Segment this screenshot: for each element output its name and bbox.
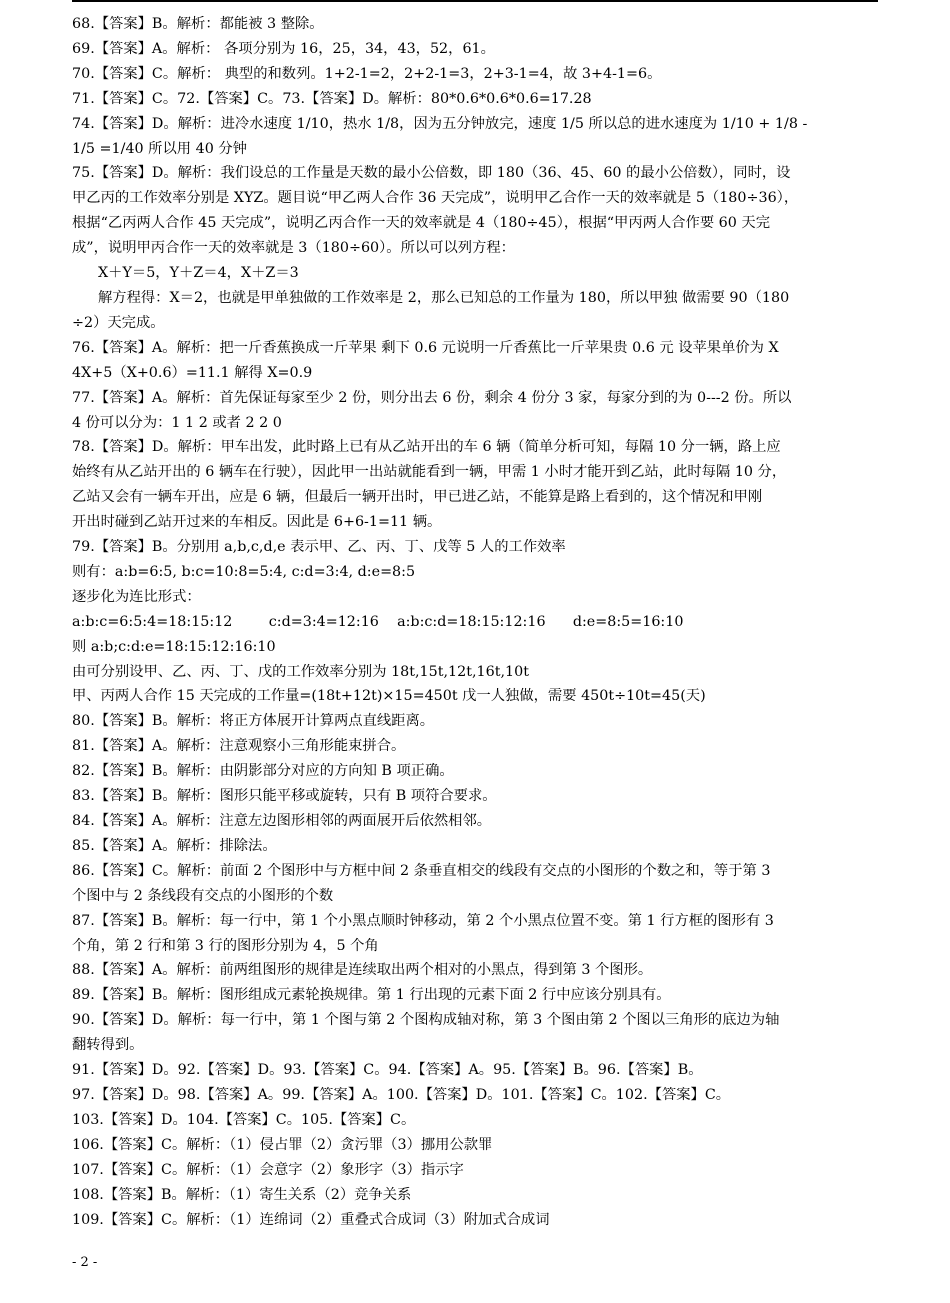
- text-line: 97.【答案】D。98.【答案】A。99.【答案】A。100.【答案】D。101.【答案】C。102.【答案】C。: [72, 1086, 731, 1103]
- text-line: 91.【答案】D。92.【答案】D。93.【答案】C。94.【答案】A。95.【答案】B。96.【答案】B。: [72, 1062, 703, 1079]
- text-line: 71.【答案】C。72.【答案】C。73.【答案】D。解析：80*0.6*0.6*0.6=17.28: [72, 90, 592, 107]
- text-line: 4 份可以分为：1 1 2 或者 2 2 0: [72, 414, 282, 431]
- text-line: 76.【答案】A。解析：把一斤香蕉换成一斤苹果 剩下 0.6 元说明一斤香蕉比一斤苹果贵 0.6 元 设苹果单价为 X: [72, 339, 779, 356]
- text-line: 108.【答案】B。解析：（1）寄生关系（2）竞争关系: [72, 1186, 412, 1203]
- text-line: 109.【答案】C。解析：（1）连绵词（2）重叠式合成词（3）附加式合成词: [72, 1211, 550, 1228]
- text-line: 1/5 =1/40 所以用 40 分钟: [72, 140, 247, 157]
- text-line: 个图中与 2 条线段有交点的小图形的个数: [72, 887, 334, 904]
- text-line: 90.【答案】D。解析：每一行中，第 1 个图与第 2 个图构成轴对称，第 3 个图由第 2 个图以三角形的底边为轴: [72, 1012, 780, 1029]
- text-line: 70.【答案】C。解析： 典型的和数列。1+2-1=2，2+2-1=3，2+3-1=4，故 3+4-1=6。: [72, 65, 662, 82]
- text-line: 成”，说明甲丙合作一天的效率就是 3（180÷60）。所以可以列方程：: [72, 240, 515, 257]
- text-line: 翻转得到。: [72, 1037, 144, 1054]
- text-line: 则有：a:b=6:5, b:c=10:8=5:4, c:d=3:4, d:e=8:5: [72, 563, 416, 580]
- text-line: 则 a:b;c:d:e=18:15:12:16:10: [72, 638, 276, 655]
- text-line: 89.【答案】B。解析：图形组成元素轮换规律。第 1 行出现的元素下面 2 行中应该分别具有。: [72, 987, 671, 1004]
- equation-line: X＋Y＝5，Y＋Z＝4，X＋Z＝3: [98, 265, 299, 282]
- top-rule: [72, 0, 878, 2]
- text-line: ÷2）天完成。: [72, 314, 165, 331]
- text-line: 由可分别设甲、乙、丙、丁、戊的工作效率分别为 18t,15t,12t,16t,10t: [72, 663, 529, 680]
- text-line: 85.【答案】A。解析：排除法。: [72, 837, 277, 854]
- text-line: 个角，第 2 行和第 3 行的图形分别为 4，5 个角: [72, 937, 379, 954]
- text-line: 75.【答案】D。解析：我们设总的工作量是天数的最小公倍数，即 180（36、45、60 的最小公倍数），同时，设: [72, 165, 791, 182]
- text-line: 82.【答案】B。解析：由阴影部分对应的方向知 B 项正确。: [72, 763, 454, 780]
- text-line: 开出时碰到乙站开过来的车相反。因此是 6+6-1=11 辆。: [72, 514, 442, 531]
- page-number: - 2 -: [72, 1255, 98, 1270]
- text-line: 4X+5（X+0.6）=11.1 解得 X=0.9: [72, 364, 313, 381]
- text-line: 87.【答案】B。解析：每一行中，第 1 个小黑点顺时钟移动，第 2 个小黑点位置不变。第 1 行方框的图形有 3: [72, 912, 774, 929]
- text-line: 80.【答案】B。解析：将正方体展开计算两点直线距离。: [72, 713, 435, 730]
- text-line: 84.【答案】A。解析：注意左边图形相邻的两面展开后依然相邻。: [72, 813, 492, 829]
- text-line: 逐步化为连比形式：: [72, 588, 201, 605]
- text-line: 始终有从乙站开出的 6 辆车在行驶），因此甲一出站就能看到一辆，甲需 1 小时才能开到乙站，此时每隔 10 分，: [72, 464, 787, 481]
- answer-list: [72, 12, 880, 1232]
- text-line: 78.【答案】D。解析：甲车出发，此时路上已有从乙站开出的车 6 辆（简单分析可知，每隔 10 分一辆，路上应: [72, 439, 781, 456]
- text-line: 甲乙丙的工作效率分别是 XYZ。题目说“甲乙两人合作 36 天完成”，说明甲乙合作一天的效率就是 5（180÷36），: [72, 190, 799, 207]
- text-line: 83.【答案】B。解析：图形只能平移或旋转，只有 B 项符合要求。: [72, 788, 497, 805]
- text-line: 69.【答案】A。解析： 各项分别为 16，25，34，43，52，61。: [72, 40, 495, 57]
- text-line: 甲、丙两人合作 15 天完成的工作量=(18t+12t)×15=450t 戊一人独做，需要 450t÷10t=45(天): [72, 688, 706, 705]
- text-line: 81.【答案】A。解析：注意观察小三角形能束拼合。: [72, 738, 406, 755]
- text-line: 107.【答案】C。解析：（1）会意字（2）象形字（3）指示字: [72, 1161, 464, 1178]
- text-line: 74.【答案】D。解析：进冷水速度 1/10，热水 1/8，因为五分钟放完，速度 1/5 所以总的进水速度为 1/10 + 1/8 -: [72, 115, 808, 132]
- text-line: 103.【答案】D。104.【答案】C。105.【答案】C。: [72, 1111, 416, 1128]
- text-line: 68.【答案】B。解析：都能被 3 整除。: [72, 16, 324, 32]
- text-line: 106.【答案】C。解析：（1）侵占罪（2）贪污罪（3）挪用公款罪: [72, 1136, 493, 1153]
- text-line: 77.【答案】A。解析：首先保证每家至少 2 份，则分出去 6 份，剩余 4 份分 3 家，每家分到的为 0---2 份。所以: [72, 389, 792, 406]
- text-line: 79.【答案】B。分别用 a,b,c,d,e 表示甲、乙、丙、丁、戊等 5 人的工作效率: [72, 539, 566, 556]
- text-line: 88.【答案】A。解析：前两组图形的规律是连续取出两个相对的小黑点，得到第 3 个图形。: [72, 962, 653, 979]
- text-line: 解方程得：X＝2，也就是甲单独做的工作效率是 2，那么已知总的工作量为 180，所以甲独 做需要 90（180: [98, 289, 790, 306]
- text-line: 86.【答案】C。解析：前面 2 个图形中与方框中间 2 条垂直相交的线段有交点的小图形的个数之和，等于第 3: [72, 862, 771, 879]
- text-line: 根据“乙丙两人合作 45 天完成”，说明乙丙合作一天的效率就是 4（180÷45），根据“甲丙两人合作要 60 天完: [72, 215, 771, 232]
- text-line: 乙站又会有一辆车开出，应是 6 辆，但最后一辆开出时，甲已进乙站，不能算是路上看到的，这个情况和甲刚: [72, 489, 763, 506]
- text-line: a:b:c=6:5:4=18:15:12 c:d=3:4=12:16 a:b:c:d=18:15:12:16 d:e=8:5=16:10: [72, 613, 684, 630]
